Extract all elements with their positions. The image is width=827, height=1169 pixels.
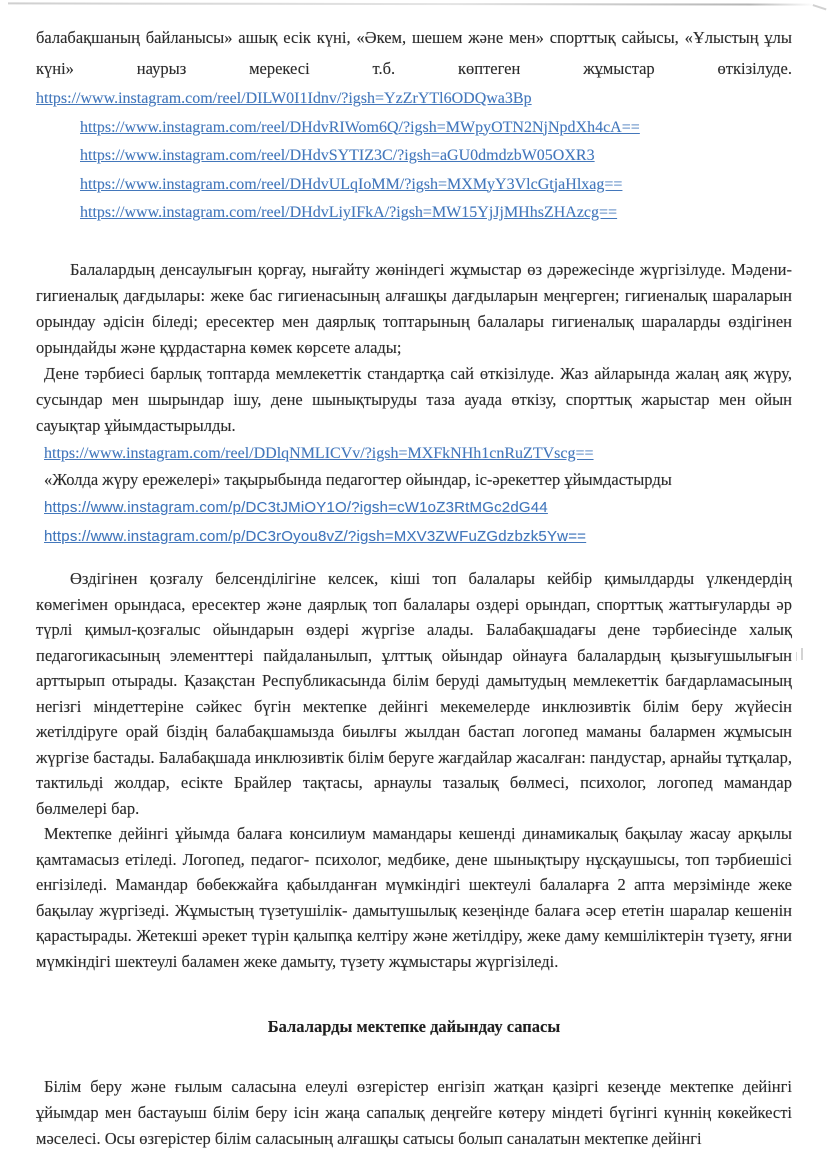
intro-text-line-2: күні» наурыз мерекесі т.б. көптеген жұмыстар өткізілуде.	[36, 59, 792, 78]
paragraph-self-movement: Өздігінен қозғалу белсенділігіне келсек, кіші топ балалары кейбір қимылдарды үлкендердің көмегімен орындаса, ересектер және даярлық топ балалары оздері орындап, спорттық жаттығуларды әр түрлі қимыл-қозғалыс ойындарын өздері жүргізе алады. Балабақшадағы дене тәрбиесінде халық педагогикасының элементтері пайдаланылып, ұлттық ойындар ойнауға балалардың қызығушылығын арттырып отырады. Қазақстан Республикасында білім беруді дамытудың мемлекеттік бағдарламасының негізгі міндеттеріне сәйкес бүгін мектепке дейінгі мекемелерде инклюзивтік білім беру жүйесін жетілдіруге орай біздің балабақшамызда биылғы жылдан бастап логопед маманы балармен жұмысын жүргізе бастады. Балабақшада инклюзивтік білім беруге жағдайлар жасалған: пандустар, арнайы тұтқалар, тактильді жолдар, есікте Брайлер тақтасы, арнаулы тазалық бөлмесі, психолог, логопед мамандар бөлмелері бар.	[36, 569, 792, 818]
scan-corner-artifact	[809, 4, 826, 20]
link-row	[80, 113, 792, 142]
link-row	[80, 141, 792, 170]
link-row	[36, 84, 792, 113]
section-heading-school-preparation: Балаларды мектепке дайындау сапасы	[267, 1017, 561, 1036]
scan-speck	[801, 648, 803, 660]
paragraph-school-preparation: Білім беру және ғылым саласына елеулі өзгерістер енгізіп жатқан қазіргі кезеңде мектепке дейінгі ұйымдар мен бастауыш білім беру ісін жаңа сапалық деңгейге көтеру міндеті бүгінгі күннің көкейкесті мәселесі. Осы өзгерістер білім саласының алғашқы сатысы болып саналатын мектепке дейінгі	[36, 1077, 792, 1148]
instagram-reel-link-4[interactable]: https://www.instagram.com/reel/DHdvULqIoMM/?igsh=MXMyY3VlcGtjaHlxag==	[80, 175, 623, 193]
paragraph-road-rules: «Жолда жүру ережелері» тақырыбында педагогтер ойындар, іс-әрекеттер ұйымдастырды	[44, 470, 672, 489]
instagram-reel-link-5[interactable]: https://www.instagram.com/reel/DHdvLiyIFkA/?igsh=MW15YjJjMHhsZHAzcg==	[80, 204, 618, 221]
link-row	[80, 198, 792, 227]
instagram-post-link-2[interactable]: https://www.instagram.com/p/DC3rOyou8vZ/?igsh=MXV3ZWFuZGdzbzk5Yw==	[44, 527, 587, 545]
instagram-reel-link-6[interactable]: https://www.instagram.com/reel/DDlqNMLICVv/?igsh=MXFkNHh1cnRuZTVscg==	[44, 444, 594, 462]
paragraph-consilium: Мектепке дейінгі ұйымда балаға консилиум мамандары кешенді динамикалық бақылау жасау арқылы қамтамасыз етіледі. Логопед, педагог- психолог, медбике, дене шынықтыру нұсқаушысы, топ тәрбиешісі енгізіледі. Мамандар бөбекжайға қабылданған мүмкіндігі шектеулі балаларға 2 апта мерзімінде жеке бақылау жүргізеді. Жұмыстың түзетушілік- дамытушылық кезеңінде балаға әсер ететін шаралар кешенін қарастырады. Жетекші әрекет түрін қалыпқа келтіру және жетілдіру, жеке даму кемшіліктерін түзету, яғни мүмкіндігі шектеулі баламен жеке дамыту, түзету жұмыстары жүргізіледі.	[36, 824, 792, 971]
paragraph-physical-education: Дене тәрбиесі барлық топтарда мемлекеттік стандартқа сай өткізілуде. Жаз айларында жалаң аяқ жүру, сусындар мен шырындар ішу, дене шынықтыруды таза ауада өткізу, спорттық жарыстар мен ойын сауықтар ұйымдастырылды.	[36, 363, 792, 435]
link-row	[44, 522, 792, 551]
paragraph-health-care: Балалардың денсаулығын қорғау, нығайту жөніндегі жұмыстар өз дәрежесінде жүргізілуде. Мәдени- гигиеналық дағдылары: жеке бас гигиенасының алғашқы дағдыларын меңгерген; гигиеналық шараларын орындау әдісін біледі; ересектер мен даярлық топтарының балалары гигиеналық шараларды өздігінен орындайды және құрдастарна көмек көрсете алады;	[36, 259, 792, 357]
instagram-post-link-1[interactable]: https://www.instagram.com/p/DC3tJMiOY1O/?igsh=cW1oZ3RtMGc2dG44	[44, 499, 548, 516]
link-row	[80, 170, 792, 199]
instagram-reel-link-1[interactable]: https://www.instagram.com/reel/DILW0I1Idnv/?igsh=YzZrYTl6ODQwa3Bp	[36, 90, 532, 107]
document-content	[36, 22, 792, 1152]
scan-speck	[796, 652, 797, 661]
intro-text-line-1: балабақшаның байланысы» ашық есік күні, «Әкем, шешем және мен» спорттық сайысы, «Ұлыстың ұлы	[36, 28, 792, 47]
link-row	[44, 439, 792, 468]
instagram-reel-link-2[interactable]: https://www.instagram.com/reel/DHdvRIWom6Q/?igsh=MWpyOTN2NjNpdXh4cA==	[80, 118, 640, 136]
scan-edge-artifact	[8, 2, 814, 5]
link-row	[44, 493, 792, 522]
instagram-reel-link-3[interactable]: https://www.instagram.com/reel/DHdvSYTIZ3C/?igsh=aGU0dmdzbW05OXR3	[80, 147, 595, 164]
